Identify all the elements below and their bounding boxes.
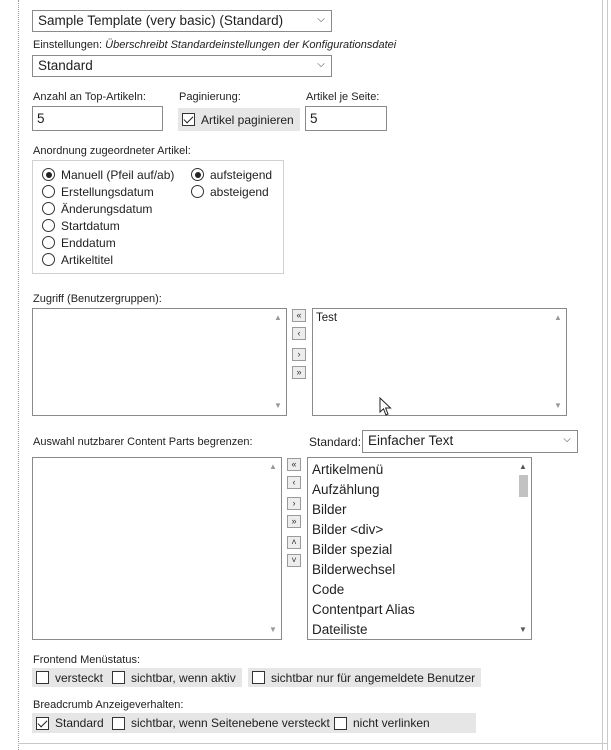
scroll-down-arrow-icon[interactable]: ▼ [554,401,562,410]
ordering-label: Anordnung zugeordneter Artikel: [33,145,191,157]
list-item[interactable]: Dateiliste [312,622,368,637]
scroll-up-arrow-icon[interactable]: ▲ [519,462,527,471]
settings-label: Einstellungen: [33,39,103,51]
scroll-down-arrow-icon[interactable]: ▼ [269,625,277,634]
access-move-all-right-button[interactable]: » [292,366,306,379]
settings-hint: Überschreibt Standardeinstellungen der Konfigurationsdatei [105,39,397,51]
list-item[interactable]: Bilder spezial [312,542,393,557]
content-parts-default-value: Einfacher Text [368,433,454,448]
breadcrumb-visible-hidden-level-checkbox[interactable] [108,713,336,733]
pagination-label: Paginierung: [179,91,241,103]
per-page-label: Artikel je Seite: [306,91,380,103]
list-item[interactable]: Bilderwechsel [312,562,396,577]
breadcrumb-no-link-checkbox[interactable] [330,713,436,733]
top-articles-value: 5 [37,111,45,126]
radio-selected-icon [191,168,204,181]
radio-icon [191,185,204,198]
checkbox-label: nicht verlinken [353,716,430,730]
template-select-value: Sample Template (very basic) (Standard) [38,13,284,28]
checkbox-icon [112,717,125,730]
settings-select[interactable] [32,55,332,77]
paginate-checkbox[interactable] [178,108,300,131]
parts-move-all-right-button[interactable]: » [287,515,301,528]
list-item[interactable]: Contentpart Alias [312,602,415,617]
access-assigned-list[interactable] [312,308,567,416]
mouse-pointer-icon [379,397,393,417]
direction-radio-desc[interactable] [191,183,269,200]
chevron-down-icon: ⌵ [317,59,325,70]
per-page-input[interactable] [305,106,387,131]
ordering-radio-manual[interactable] [42,166,174,183]
content-parts-default-label: Standard: [309,435,362,449]
access-move-right-button[interactable]: › [292,348,306,361]
ordering-radio-title[interactable] [42,251,113,268]
content-parts-selected-list[interactable] [32,457,282,640]
menu-status-hidden-checkbox[interactable] [32,668,109,687]
radio-label: Änderungsdatum [61,201,153,216]
per-page-value: 5 [310,111,318,126]
top-articles-input[interactable] [32,106,163,131]
list-item[interactable]: Test [316,312,338,324]
content-parts-label: Auswahl nutzbarer Content Parts begrenzen: [33,436,253,448]
ordering-radio-start[interactable] [42,217,120,234]
checkbox-checked-icon [182,113,195,126]
chevron-down-icon: ⌵ [317,14,325,25]
chevron-down-icon: ⌵ [563,434,571,445]
radio-label: Erstellungsdatum [61,184,154,199]
radio-icon [42,236,55,249]
scroll-up-arrow-icon[interactable]: ▲ [274,313,282,322]
radio-label: Manuell (Pfeil auf/ab) [61,167,175,182]
checkbox-checked-icon [36,717,49,730]
template-select[interactable] [32,10,332,32]
scroll-down-arrow-icon[interactable]: ▼ [519,625,527,634]
list-item[interactable]: Aufzählung [312,482,380,497]
breadcrumb-standard-checkbox[interactable] [32,713,110,733]
access-available-list[interactable] [32,308,287,416]
paginate-checkbox-label: Artikel paginieren [201,112,294,127]
ordering-radio-modified[interactable] [42,200,152,217]
parts-move-down-button[interactable]: ˅ [287,554,301,567]
menu-status-label: Frontend Menüstatus: [33,654,141,666]
breadcrumb-label: Breadcrumb Anzeigeverhalten: [33,699,184,711]
parts-move-right-button[interactable]: › [287,497,301,510]
list-item[interactable]: Artikelmenü [312,462,384,477]
scrollbar-thumb[interactable] [519,475,528,497]
access-available-scrollbar[interactable] [270,309,286,415]
content-parts-available-scrollbar[interactable] [515,458,531,639]
checkbox-icon [112,671,125,684]
content-parts-default-select[interactable] [362,430,578,453]
radio-label: Startdatum [61,218,120,233]
content-parts-available-list[interactable] [307,457,532,640]
list-item[interactable]: Bilder [312,502,347,517]
scroll-up-arrow-icon[interactable]: ▲ [269,462,277,471]
access-assigned-scrollbar[interactable] [550,309,566,415]
checkbox-label: Standard [55,716,104,730]
radio-selected-icon [42,168,55,181]
content-parts-selected-scrollbar[interactable] [265,458,281,639]
right-frame-border [602,0,608,750]
access-move-all-left-button[interactable]: « [292,309,306,322]
checkbox-label: versteckt [55,670,104,685]
direction-radio-asc[interactable] [191,166,272,183]
ordering-radio-created[interactable] [42,183,154,200]
menu-status-logged-in-checkbox[interactable] [248,668,481,687]
checkbox-icon [36,671,49,684]
left-frame-guide [18,0,19,750]
parts-move-up-button[interactable]: ˄ [287,536,301,549]
radio-icon [42,253,55,266]
checkbox-icon [334,717,347,730]
checkbox-label: sichtbar, wenn Seitenebene versteckt [131,716,330,730]
checkbox-icon [252,671,265,684]
radio-label: aufsteigend [210,167,273,182]
settings-label-row [33,39,396,51]
checkbox-label: sichtbar, wenn aktiv [131,670,236,685]
scroll-up-arrow-icon[interactable]: ▲ [554,313,562,322]
parts-move-left-button[interactable]: ‹ [287,476,301,489]
checkbox-label: sichtbar nur für angemeldete Benutzer [271,670,476,685]
radio-icon [42,202,55,215]
radio-label: Artikeltitel [61,252,114,267]
ordering-radio-end[interactable] [42,234,116,251]
scroll-down-arrow-icon[interactable]: ▼ [274,401,282,410]
access-move-left-button[interactable]: ‹ [292,327,306,340]
radio-icon [42,219,55,232]
access-label: Zugriff (Benutzergruppen): [33,293,162,305]
radio-icon [42,185,55,198]
list-item[interactable]: Code [312,582,345,597]
radio-label: absteigend [210,184,269,199]
settings-select-value: Standard [38,58,93,73]
parts-move-all-left-button[interactable]: « [287,458,301,471]
top-articles-label: Anzahl an Top-Artikeln: [33,91,146,103]
radio-label: Enddatum [61,235,116,250]
bottom-frame-border [18,743,608,744]
menu-status-visible-active-checkbox[interactable] [108,668,242,687]
list-item[interactable]: Bilder <div> [312,522,384,537]
